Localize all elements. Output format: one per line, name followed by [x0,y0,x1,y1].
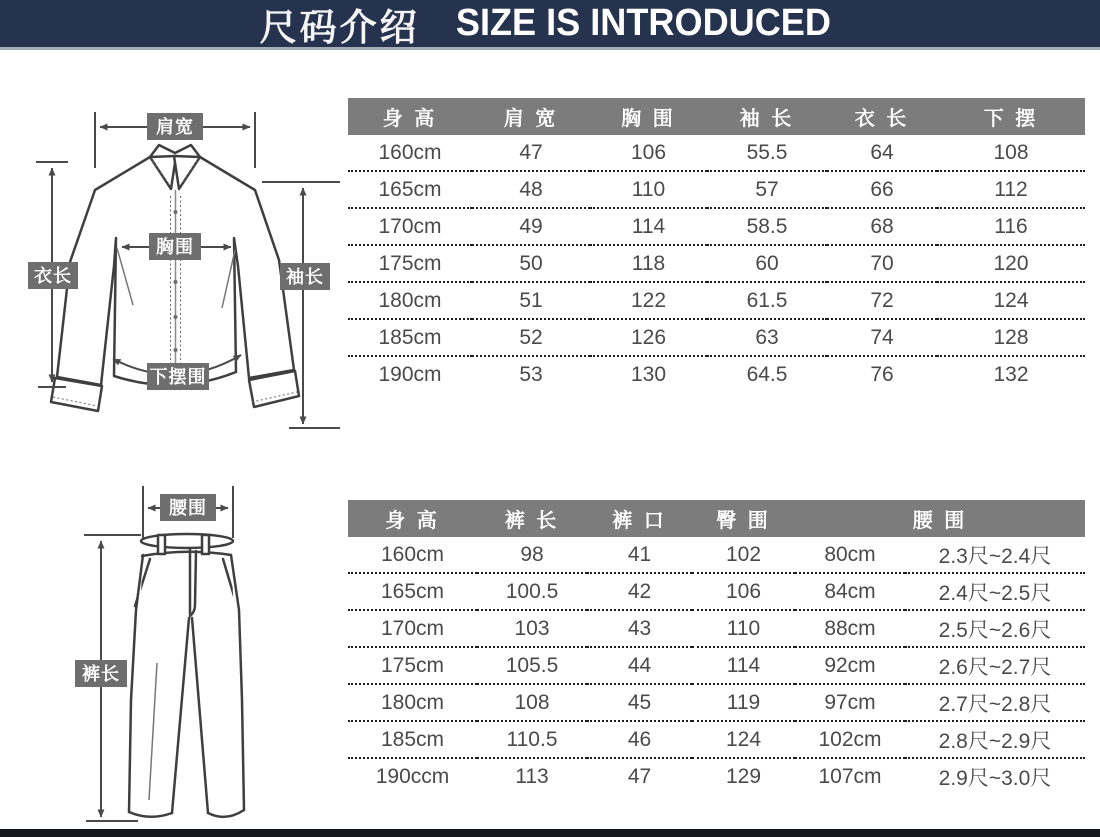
table-cell: 130 [630,362,667,386]
table-cell: 46 [587,721,692,758]
pants-table-header [348,500,1085,537]
table-cell: 2.7尺~2.8尺 [905,684,1085,721]
table-cell: 66 [827,171,937,208]
table-cell: 55.5 [707,135,827,171]
table-cell: 185cm [348,721,477,758]
table-cell: 97cm [795,684,905,721]
table-cell: 60 [707,245,827,282]
chest-label: 胸围 [156,237,194,257]
table-cell: 160cm [348,135,472,171]
table-cell: 175cm [348,245,472,282]
table-cell: 72 [827,282,937,319]
table-cell: 129 [725,764,762,788]
table-cell: 132 [993,362,1029,386]
table-cell: 102cm [795,721,905,758]
table-cell: 92cm [795,647,905,684]
table-cell: 52 [472,319,590,356]
table-cell: 44 [587,647,692,684]
table-cell: 170cm [348,610,477,647]
table-cell: 88cm [795,610,905,647]
col-sleeve: 袖 长 [707,98,827,135]
pants-size-table [348,500,1085,794]
table-cell: 108 [477,684,587,721]
table-cell: 53 [519,362,543,386]
table-row [348,135,1085,171]
col-height: 身 高 [348,98,472,135]
table-cell: 2.5尺~2.6尺 [905,610,1085,647]
table-cell: 107cm [818,764,882,788]
col-shoulder: 肩 宽 [472,98,590,135]
shoulder-width-label: 肩宽 [156,117,194,137]
table-cell: 114 [590,208,707,245]
table-cell: 51 [472,282,590,319]
table-row [348,171,1085,208]
banner [0,0,1100,50]
table-cell: 49 [472,208,590,245]
waist-measure [143,486,233,538]
shirt-size-table [348,98,1085,392]
table-row [348,721,1085,758]
table-row [348,758,1085,794]
table-cell: 47 [627,764,652,788]
table-cell: 70 [827,245,937,282]
table-row [348,573,1085,610]
table-row [348,245,1085,282]
table-cell: 41 [587,537,692,573]
col-chest: 胸 围 [590,98,707,135]
table-cell: 118 [590,245,707,282]
table-row [348,684,1085,721]
pants-table-body [348,537,1085,794]
banner-title-en: SIZE IS INTRODUCED [455,2,831,44]
col-hem: 下 摆 [937,98,1085,135]
table-cell: 57 [707,171,827,208]
table-cell: 124 [692,721,795,758]
banner-title-zh: 尺码介绍 [259,6,420,48]
table-row [348,537,1085,573]
table-cell: 122 [590,282,707,319]
pant-length-label: 裤长 [82,664,120,684]
table-cell: 50 [472,245,590,282]
table-cell: 106 [590,135,707,171]
table-cell: 45 [587,684,692,721]
table-cell: 110 [590,171,707,208]
table-cell: 106 [692,573,795,610]
table-cell: 84cm [795,573,905,610]
table-cell: 74 [827,319,937,356]
waist-label: 腰围 [169,498,207,518]
table-row [348,208,1085,245]
table-cell: 58.5 [707,208,827,245]
col-pant-length: 裤 长 [477,500,587,537]
table-row [348,647,1085,684]
table-cell: 76 [870,362,894,386]
shirt-table-body [348,135,1085,392]
table-cell: 190cm [378,362,442,386]
table-cell: 43 [587,610,692,647]
table-cell: 190ccm [375,764,450,788]
table-cell: 128 [937,319,1085,356]
sleeve-length-label: 袖长 [286,267,324,287]
table-cell: 2.4尺~2.5尺 [905,573,1085,610]
table-cell: 105.5 [477,647,587,684]
table-cell: 180cm [348,282,472,319]
table-cell: 113 [515,764,549,788]
table-cell: 175cm [348,647,477,684]
table-cell: 42 [587,573,692,610]
pants-measurement-diagram [40,478,340,830]
table-cell: 126 [590,319,707,356]
table-cell: 100.5 [477,573,587,610]
table-cell: 48 [472,171,590,208]
shirt-measurement-diagram [0,55,345,470]
table-cell: 2.3尺~2.4尺 [905,537,1085,573]
table-cell: 64.5 [746,362,788,386]
table-cell: 61.5 [707,282,827,319]
garment-length-label: 衣长 [34,266,72,286]
table-cell: 124 [937,282,1085,319]
table-row [348,610,1085,647]
hem-label: 下摆围 [149,367,207,387]
table-cell: 80cm [795,537,905,573]
table-cell: 165cm [348,171,472,208]
table-cell: 2.6尺~2.7尺 [905,647,1085,684]
table-cell: 110.5 [477,721,587,758]
table-cell: 102 [692,537,795,573]
col-length: 衣 长 [827,98,937,135]
table-cell: 160cm [348,537,477,573]
table-cell: 64 [827,135,937,171]
shirt-table-header [348,98,1085,135]
col-height: 身 高 [348,500,477,537]
col-leg-opening: 裤 口 [587,500,692,537]
table-cell: 68 [827,208,937,245]
table-row [348,319,1085,356]
table-cell: 120 [937,245,1085,282]
table-cell: 2.9尺~3.0尺 [938,766,1052,790]
table-cell: 98 [477,537,587,573]
table-cell: 165cm [348,573,477,610]
col-hip: 臀 围 [692,500,795,537]
table-cell: 63 [707,319,827,356]
table-row [348,282,1085,319]
table-cell: 110 [692,610,795,647]
table-cell: 180cm [348,684,477,721]
table-cell: 2.8尺~2.9尺 [905,721,1085,758]
table-cell: 119 [692,684,795,721]
col-waist: 腰 围 [795,500,1085,537]
table-cell: 47 [472,135,590,171]
table-cell: 103 [477,610,587,647]
pants-outline-art [129,534,244,817]
table-cell: 185cm [348,319,472,356]
table-cell: 108 [937,135,1085,171]
bottom-divider-bar [0,829,1100,837]
table-cell: 112 [937,171,1085,208]
table-row [348,356,1085,392]
table-cell: 170cm [348,208,472,245]
table-cell: 114 [692,647,795,684]
table-cell: 116 [937,208,1085,245]
